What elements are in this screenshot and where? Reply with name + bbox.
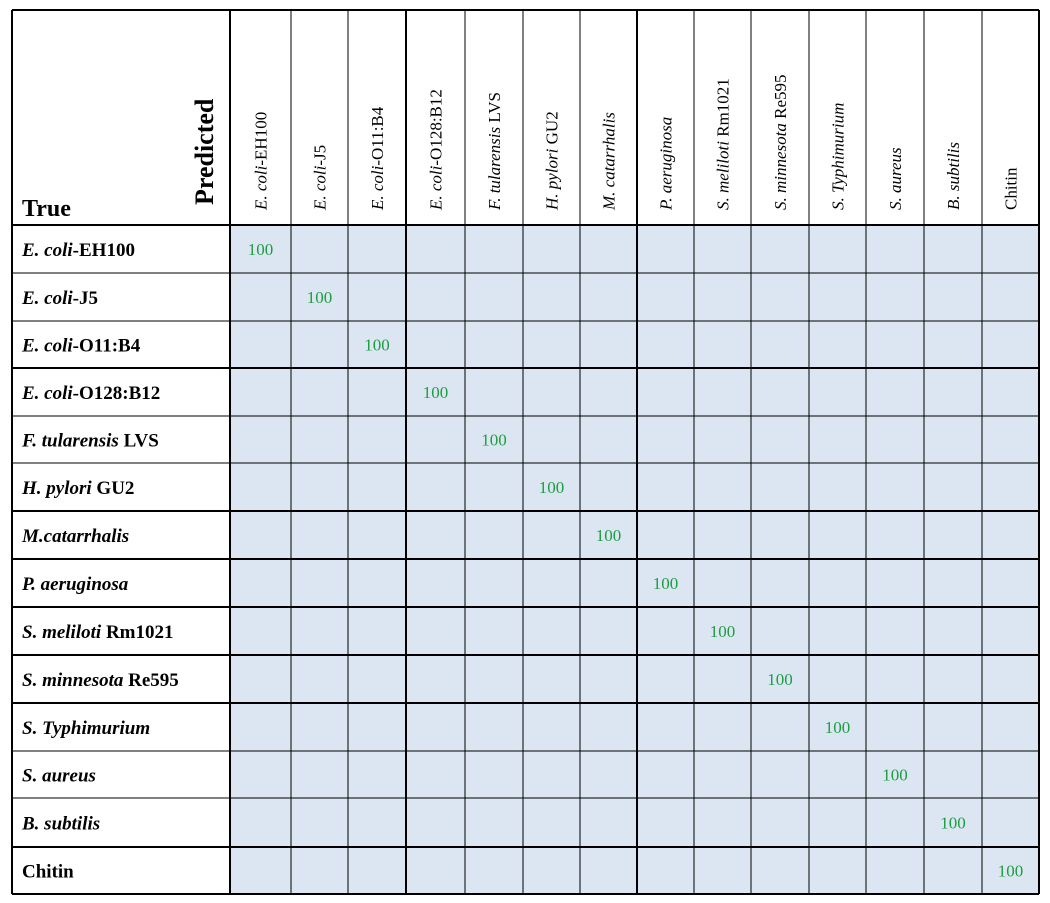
row-label-plain: GU2 (91, 478, 135, 499)
matrix-cell (580, 559, 637, 607)
column-label (427, 89, 446, 211)
matrix-cell (694, 655, 751, 703)
matrix-cell (982, 559, 1039, 607)
column-label-italic: S. aureus (886, 147, 905, 210)
row-label-plain: -O128:B12 (72, 383, 161, 404)
row-label-italic: P. aeruginosa (22, 574, 129, 595)
matrix-cell (465, 511, 523, 559)
matrix-cell (866, 225, 924, 273)
row-label (21, 814, 100, 835)
matrix-cell (465, 273, 523, 321)
matrix-cell (924, 847, 982, 894)
matrix-cell (348, 607, 406, 655)
column-label (771, 74, 790, 210)
matrix-cell (465, 703, 523, 751)
matrix-cell (982, 607, 1039, 655)
matrix-cell (751, 368, 809, 416)
matrix-cell (230, 847, 291, 894)
matrix-cell (637, 368, 694, 416)
matrix-cell (230, 607, 291, 655)
matrix-cell (866, 798, 924, 847)
row-labels (21, 240, 179, 883)
row-label-plain: Re595 (123, 670, 179, 691)
row-label (21, 288, 98, 309)
matrix-cell (580, 321, 637, 368)
matrix-cell (580, 703, 637, 751)
matrix-cell (982, 225, 1039, 273)
row-label (21, 240, 135, 261)
cell-value: 100 (997, 861, 1024, 881)
matrix-cell (924, 559, 982, 607)
column-label-plain: Chitin (1001, 167, 1021, 210)
matrix-cell (866, 273, 924, 321)
column-label (944, 142, 963, 210)
matrix-cell (637, 463, 694, 511)
matrix-cell (751, 273, 809, 321)
matrix-cell (580, 416, 637, 463)
matrix-cell (406, 273, 465, 321)
matrix-cell (637, 607, 694, 655)
matrix-cell (809, 559, 866, 607)
matrix-cell (523, 798, 580, 847)
column-label-plain: LVS (485, 92, 504, 127)
matrix-cell (982, 368, 1039, 416)
matrix-cell (637, 847, 694, 894)
row-label-italic: S. aureus (22, 765, 96, 787)
matrix-cell (751, 416, 809, 463)
matrix-cell (523, 703, 580, 751)
column-label (829, 103, 848, 210)
column-label-italic: E. coli (368, 165, 387, 210)
matrix-cell (291, 703, 348, 751)
matrix-cell (694, 751, 751, 798)
matrix-cell (982, 703, 1039, 751)
matrix-cell (694, 416, 751, 463)
column-label-italic: B. subtilis (944, 141, 963, 210)
matrix-cell (291, 511, 348, 559)
matrix-cell (637, 321, 694, 368)
matrix-cell (866, 847, 924, 894)
matrix-cell (348, 416, 406, 463)
matrix-cell (523, 416, 580, 463)
row-label-italic: E. coli (22, 335, 73, 357)
cell-value: 100 (709, 622, 736, 641)
cell-value: 100 (538, 478, 565, 497)
matrix-cell (348, 511, 406, 559)
matrix-cell (694, 559, 751, 607)
matrix-cell (523, 607, 580, 655)
cell-value: 100 (652, 574, 679, 593)
matrix-cell (866, 703, 924, 751)
matrix-cell (523, 655, 580, 703)
column-label (368, 106, 387, 211)
matrix-cell (809, 751, 866, 798)
matrix-cell (523, 847, 580, 894)
matrix-cell (406, 798, 465, 847)
row-label-italic: B. subtilis (22, 813, 101, 835)
column-label-italic: S. minnesota (771, 123, 790, 210)
cell-value: 100 (481, 430, 507, 450)
matrix-cell (866, 368, 924, 416)
matrix-cell (230, 463, 291, 511)
column-label-italic: E. coli (251, 165, 271, 210)
matrix-cell (348, 273, 406, 321)
matrix-cell (348, 225, 406, 273)
matrix-cell (580, 225, 637, 273)
matrix-cell (465, 559, 523, 607)
row-label-italic: E. coli (22, 383, 73, 404)
matrix-cell (348, 559, 406, 607)
matrix-cell (694, 511, 751, 559)
matrix-cell (694, 798, 751, 847)
matrix-cell (348, 463, 406, 511)
matrix-cell (637, 751, 694, 798)
cell-value: 100 (247, 240, 274, 259)
row-label (22, 670, 179, 691)
column-label-italic: E. coli (426, 165, 446, 210)
matrix-cell (230, 511, 291, 559)
matrix-cell (982, 416, 1039, 463)
matrix-cell (291, 559, 348, 607)
row-label (21, 574, 129, 595)
matrix-cell (291, 607, 348, 655)
row-label-italic: S. Typhimurium (22, 718, 151, 739)
matrix-cell (348, 368, 406, 416)
row-label-italic: M.catarrhalis (22, 526, 130, 547)
matrix-cell (291, 847, 348, 894)
matrix-cell (406, 416, 465, 463)
cell-value: 100 (824, 718, 851, 737)
matrix-cell (406, 703, 465, 751)
column-label (657, 117, 676, 211)
matrix-cell (291, 368, 348, 416)
matrix-cell (982, 655, 1039, 703)
matrix-cell (348, 751, 406, 798)
matrix-cell (230, 703, 291, 751)
row-label-italic: F. tularensis (22, 430, 119, 452)
column-label (252, 112, 271, 211)
cell-value: 100 (306, 288, 333, 307)
matrix-cell (751, 511, 809, 559)
column-label (1002, 167, 1021, 210)
matrix-cell (694, 321, 751, 368)
matrix-cell (751, 798, 809, 847)
column-label-italic: H. pylori (542, 148, 562, 210)
matrix-cell (465, 463, 523, 511)
column-label-italic: M. catarrhalis (599, 112, 619, 210)
matrix-cell (866, 655, 924, 703)
matrix-cell (406, 321, 465, 368)
row-label-italic: H. pylori (22, 478, 92, 499)
matrix-cell (465, 368, 523, 416)
row-label (21, 383, 160, 404)
column-label (543, 111, 562, 211)
matrix-cell (230, 368, 291, 416)
matrix-cell (809, 225, 866, 273)
matrix-cell (637, 511, 694, 559)
matrix-cell (809, 368, 866, 416)
row-label (22, 622, 174, 643)
row-label (21, 478, 134, 499)
matrix-cell (406, 655, 465, 703)
column-label (485, 92, 504, 211)
column-label-italic: P. aeruginosa (656, 116, 676, 210)
matrix-cell (809, 416, 866, 463)
matrix-cell (751, 321, 809, 368)
column-label-plain: -O11:B4 (368, 106, 387, 166)
matrix-cell (809, 655, 866, 703)
matrix-cell (406, 847, 465, 894)
matrix-cell (523, 273, 580, 321)
matrix-cell (348, 847, 406, 894)
row-label-italic: S. meliloti (22, 622, 102, 643)
cell-value: 100 (595, 526, 622, 545)
matrix-cell (924, 416, 982, 463)
matrix-cell (866, 416, 924, 463)
matrix-cell (694, 463, 751, 511)
matrix-cell (694, 273, 751, 321)
row-label-italic: E. coli (22, 240, 73, 261)
matrix-cell (348, 798, 406, 847)
matrix-cell (751, 559, 809, 607)
matrix-cell (580, 847, 637, 894)
matrix-cell (406, 607, 465, 655)
matrix-cell (866, 321, 924, 368)
matrix-cell (291, 655, 348, 703)
matrix-cell (465, 225, 523, 273)
corner-predicted-label: Predicted (190, 98, 219, 205)
matrix-cell (465, 847, 523, 894)
matrix-cell (523, 321, 580, 368)
column-label-plain: Rm1021 (713, 78, 733, 142)
matrix-cell (230, 559, 291, 607)
row-label-plain: Chitin (22, 861, 74, 883)
matrix-cell (809, 511, 866, 559)
matrix-cell (809, 321, 866, 368)
matrix-cell (291, 798, 348, 847)
matrix-cell (694, 225, 751, 273)
matrix-cell (348, 703, 406, 751)
matrix-cell (637, 273, 694, 321)
cell-value: 100 (364, 335, 390, 355)
matrix-cell (291, 463, 348, 511)
matrix-cell (580, 751, 637, 798)
matrix-cell (924, 321, 982, 368)
matrix-cell (751, 703, 809, 751)
matrix-cell (809, 798, 866, 847)
column-label-italic: S. Typhimurium (828, 102, 848, 210)
row-label-plain: -J5 (72, 288, 98, 309)
matrix-cell (924, 655, 982, 703)
matrix-cell (465, 798, 523, 847)
matrix-cell (465, 751, 523, 798)
column-label-italic: F. tularensis (485, 126, 504, 210)
column-label-plain: -EH100 (251, 111, 271, 166)
matrix-cell (924, 751, 982, 798)
matrix-cell (982, 511, 1039, 559)
cell-value: 100 (940, 813, 966, 833)
matrix-cell (637, 655, 694, 703)
matrix-cell (809, 607, 866, 655)
matrix-cell (580, 463, 637, 511)
matrix-cell (406, 559, 465, 607)
matrix-cell (637, 703, 694, 751)
matrix-cell (751, 751, 809, 798)
matrix-cell (637, 225, 694, 273)
matrix-cell (982, 463, 1039, 511)
cell-value: 100 (767, 670, 793, 689)
row-label-plain: Rm1021 (101, 622, 174, 643)
matrix-cell (866, 511, 924, 559)
matrix-cell (982, 273, 1039, 321)
column-label-plain: Re595 (771, 74, 790, 124)
matrix-cell (982, 751, 1039, 798)
matrix-cell (982, 321, 1039, 368)
matrix-cell (924, 511, 982, 559)
matrix-cell (924, 607, 982, 655)
matrix-cell (751, 847, 809, 894)
row-label (22, 862, 74, 883)
matrix-cell (523, 368, 580, 416)
matrix-cell (694, 368, 751, 416)
row-label-italic: E. coli (22, 288, 73, 309)
matrix-cell (291, 416, 348, 463)
column-label-plain: GU2 (542, 111, 562, 149)
matrix-cell (523, 225, 580, 273)
matrix-cell (580, 655, 637, 703)
matrix-cell (230, 321, 291, 368)
column-label-plain: -J5 (310, 144, 330, 166)
matrix-cell (230, 273, 291, 321)
matrix-cell (230, 416, 291, 463)
matrix-cell (465, 655, 523, 703)
row-label-italic: S. minnesota (22, 670, 124, 691)
matrix-cell (751, 225, 809, 273)
row-label-plain: LVS (118, 430, 159, 452)
matrix-cell (924, 368, 982, 416)
matrix-cell (523, 751, 580, 798)
matrix-cell (465, 321, 523, 368)
matrix-cell (406, 751, 465, 798)
row-label (22, 766, 96, 787)
matrix-cell (230, 798, 291, 847)
row-label (21, 336, 141, 357)
matrix-cell (291, 321, 348, 368)
cell-value: 100 (882, 765, 908, 785)
matrix-cell (694, 847, 751, 894)
matrix-cell (580, 798, 637, 847)
matrix-cell (406, 225, 465, 273)
column-label-italic: E. coli (310, 165, 330, 210)
column-label (311, 145, 330, 211)
matrix-cell (866, 559, 924, 607)
matrix-cell (406, 463, 465, 511)
matrix-cell (230, 751, 291, 798)
matrix-cell (751, 607, 809, 655)
column-label-italic: S. meliloti (713, 141, 733, 210)
matrix-cell (694, 703, 751, 751)
row-label (21, 431, 159, 452)
matrix-cell (523, 559, 580, 607)
matrix-cell (809, 847, 866, 894)
matrix-cell (809, 273, 866, 321)
column-label (714, 78, 733, 210)
matrix-cell (637, 416, 694, 463)
cell-value: 100 (422, 383, 449, 402)
row-label (21, 526, 129, 547)
matrix-cell (580, 368, 637, 416)
matrix-cell (924, 225, 982, 273)
matrix-cell (580, 273, 637, 321)
matrix-cell (523, 511, 580, 559)
matrix-cell (809, 463, 866, 511)
matrix-cell (982, 798, 1039, 847)
matrix-cell (291, 225, 348, 273)
matrix-cell (924, 273, 982, 321)
matrix-cell (751, 463, 809, 511)
column-label (886, 147, 905, 210)
column-label (600, 112, 619, 211)
matrix-cell (866, 607, 924, 655)
matrix-cell (465, 607, 523, 655)
matrix-cell (348, 655, 406, 703)
matrix-cell (406, 511, 465, 559)
row-label (22, 718, 150, 739)
matrix-cell (580, 607, 637, 655)
row-label-plain: -EH100 (72, 240, 135, 261)
matrix-cell (291, 751, 348, 798)
row-label-plain: -O11:B4 (72, 335, 141, 357)
column-label-plain: -O128:B12 (426, 89, 446, 166)
matrix-cell (924, 463, 982, 511)
matrix-cell (637, 798, 694, 847)
matrix-cell (866, 463, 924, 511)
corner-true-label: True (22, 196, 71, 222)
matrix-cell (924, 703, 982, 751)
matrix-cell (230, 655, 291, 703)
